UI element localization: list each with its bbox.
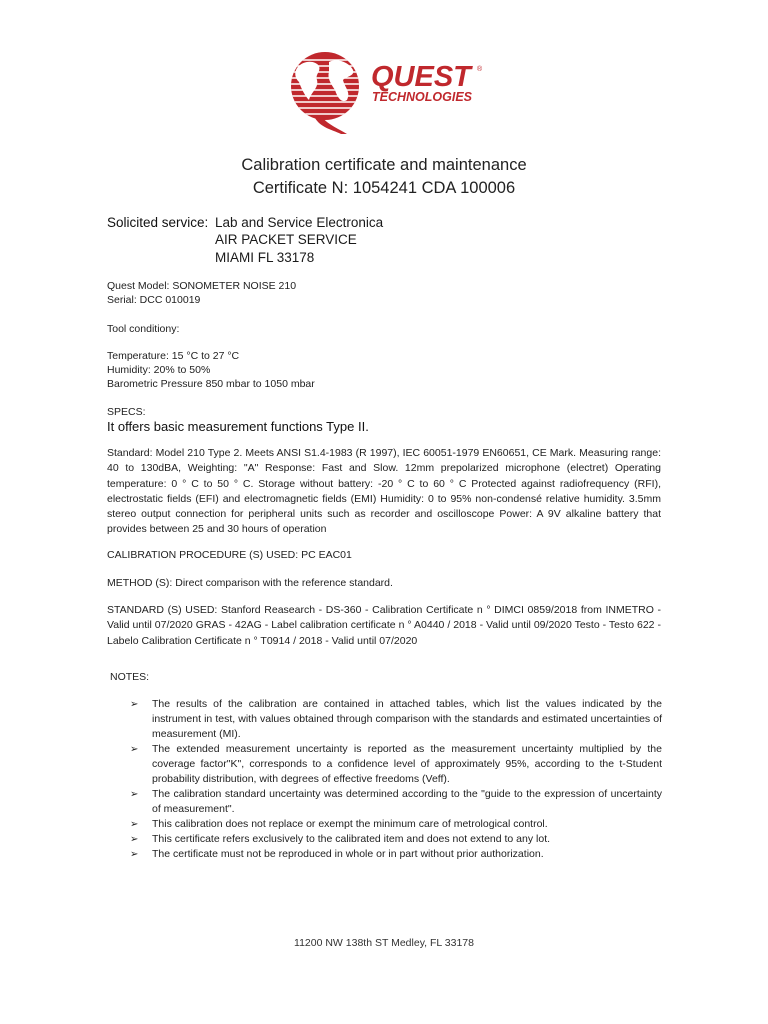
solicited-service-line: Lab and Service Electronica — [215, 215, 384, 230]
tool-condition-label: Tool conditiony: — [107, 323, 180, 335]
arrow-bullet-icon: ➢ — [130, 834, 139, 845]
standards-used-paragraph: STANDARD (S) USED: Stanford Reasearch - DS-360 - Calibration Certificate n ° DIMCI 0859/2018 from INMETRO - Valid until 07/2020 GRAS - 42AG - Label calibration certificate n ° A0440 / 2018 - Valid until 09/2020 Testo - Testo 622 - Labelo Calibration Certificate n ° T0914 / 2018 - Valid until 07/2020 — [107, 604, 661, 647]
condition-humidity: Humidity: 20% to 50% — [107, 364, 211, 376]
solicited-service-label: Solicited service: — [107, 215, 209, 230]
specs-standard-paragraph: Standard: Model 210 Type 2. Meets ANSI S1.4-1983 (R 1997), IEC 60051-1979 EN60651, CE Mark. Measuring range: 40 to 130dBA, Weighting: "A" Response: Fast and Slow. 12mm prepolarized microphone (electret) Operating temperature: 0 ° C to 50 ° C. Storage without battery: -20 ° C to 60 ° C Protected against radiofrequency (RFI), electrostatic fields (EFI) and electromagnetic fields (EMI) Humidity: 0 to 95% non-condensé relative humidity. 3.5mm stereo output connection for peripheral units such as recorder and oscilloscope Power: A 9V alkaline battery that provides between 25 and 30 hours of operation — [107, 447, 661, 536]
solicited-service-line: MIAMI FL 33178 — [215, 250, 315, 265]
list-item — [130, 817, 662, 832]
list-item — [130, 697, 662, 742]
specs-label: SPECS: — [107, 406, 146, 418]
list-item — [130, 742, 662, 787]
certificate-title: Calibration certificate and maintenance — [241, 156, 527, 174]
condition-pressure: Barometric Pressure 850 mbar to 1050 mbar — [107, 378, 315, 390]
device-serial: Serial: DCC 010019 — [107, 294, 201, 306]
list-item — [130, 832, 662, 847]
arrow-bullet-icon: ➢ — [130, 744, 139, 755]
arrow-bullet-icon: ➢ — [130, 699, 139, 710]
arrow-bullet-icon: ➢ — [130, 819, 139, 830]
arrow-bullet-icon: ➢ — [130, 849, 139, 860]
solicited-service-line: AIR PACKET SERVICE — [215, 232, 357, 247]
list-item — [130, 847, 662, 862]
notes-label: NOTES: — [110, 671, 150, 683]
note-text: The results of the calibration are contained in attached tables, which list the values indicated by the instrument in test, with values obtained through comparison with the standards and estimated uncertainties of measurement (MI). — [152, 698, 662, 740]
note-text: The extended measurement uncertainty is reported as the measurement uncertainty multiplied by the coverage factor"K", corresponds to a confidence level of approximately 95%, according to the t-Student probability distribution, with degrees of effective freedoms (Veff). — [152, 743, 662, 785]
globe-icon — [285, 48, 375, 138]
note-text: The calibration standard uncertainty was determined according to the "guide to the expression of uncertainty of measurement". — [152, 788, 662, 815]
logo-brand-text: QUEST — [371, 61, 471, 93]
note-text: The certificate must not be reproduced in whole or in part without prior authorization. — [152, 848, 544, 860]
calibration-method: METHOD (S): Direct comparison with the reference standard. — [107, 577, 393, 589]
arrow-bullet-icon: ➢ — [130, 789, 139, 800]
certificate-number: Certificate N: 1054241 CDA 100006 — [252, 179, 516, 197]
note-text: This certificate refers exclusively to the calibrated item and does not extend to any lot. — [152, 833, 551, 845]
device-model: Quest Model: SONOMETER NOISE 210 — [107, 280, 297, 292]
logo-subbrand-text: TECHNOLOGIES — [372, 90, 473, 104]
calibration-procedure: CALIBRATION PROCEDURE (S) USED: PC EAC01 — [107, 549, 352, 561]
condition-temperature: Temperature: 15 °C to 27 °C — [107, 350, 240, 362]
logo-registered-mark: ® — [477, 66, 483, 73]
notes-list — [130, 697, 662, 862]
list-item — [130, 787, 662, 817]
quest-logo — [285, 48, 495, 138]
specs-subtitle: It offers basic measurement functions Type II. — [107, 419, 369, 434]
footer-address: 11200 NW 138th ST Medley, FL 33178 — [294, 937, 474, 949]
note-text: This calibration does not replace or exempt the minimum care of metrological control. — [152, 818, 548, 830]
